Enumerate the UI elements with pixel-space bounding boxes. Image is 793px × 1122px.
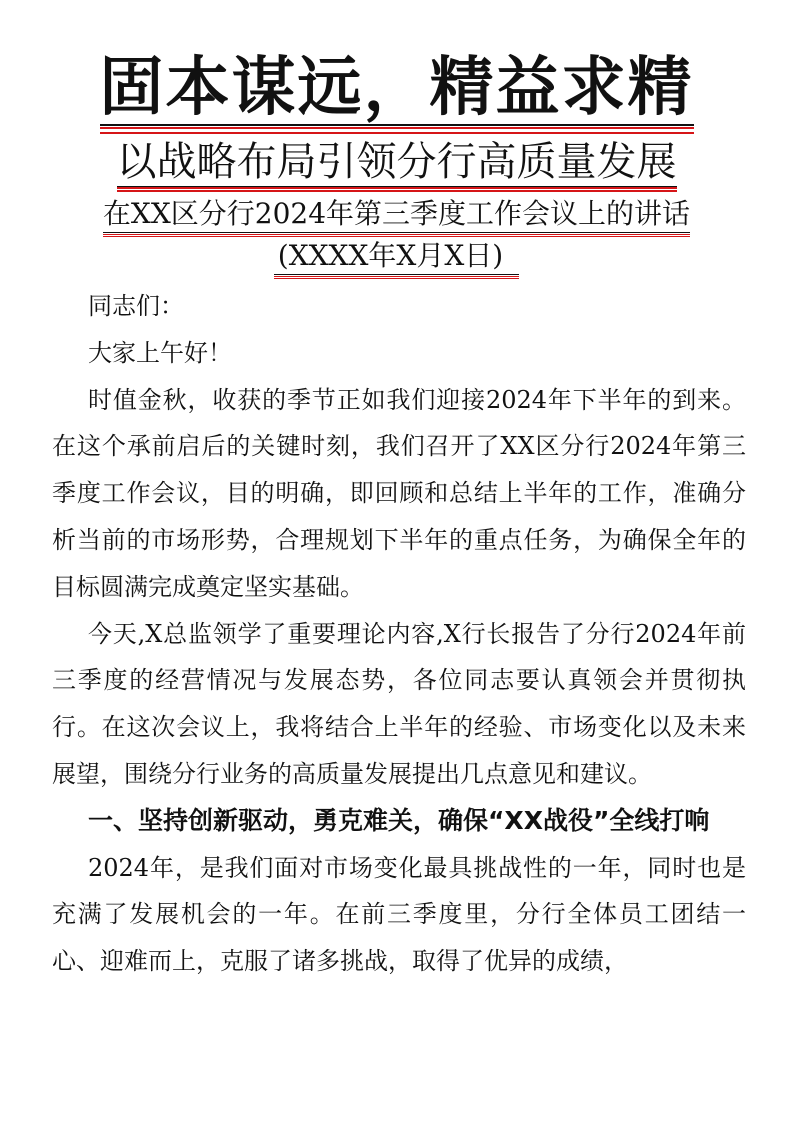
speech-date: (XXXX年X月X日) (0, 238, 793, 275)
paragraph: 2024年，是我们面对市场变化最具挑战性的一年，同时也是充满了发展机会的一年。在前三季度里，分行全体员工团结一心、迎难而上，克服了诸多挑战，取得了优异的成绩， (52, 853, 746, 976)
greeting: 大家上午好！ (88, 338, 232, 367)
document-subtitle: 以战略布局引领分行高质量发展 (116, 139, 677, 185)
salutation: 同志们： (88, 292, 184, 320)
document-body (52, 283, 746, 985)
paragraph: 今天,X总监领学了重要理论内容,X行长报告了分行2024年前三季度的经营情况与发展态势，各位同志要认真领会并贯彻执行。在这次会议上，我将结合上半年的经验、市场变化以及未来展望，围绕分行业务的高质量发展提出几点意见和建议。 (52, 619, 746, 788)
section-heading: 一、坚持创新驱动，勇克难关，确保“XX战役”全线打响 (88, 805, 710, 835)
paragraph: 时值金秋，收获的季节正如我们迎接2024年下半年的到来。在这个承前启后的关键时刻，我们召开了XX区分行2024年第三季度工作会议，目的明确，即回顾和总结上半年的工作，准确分析当前的市场形势，合理规划下半年的重点任务，为确保全年的目标圆满完成奠定坚实基础。 (52, 385, 746, 601)
speech-occasion: 在XX区分行2024年第三季度工作会议上的讲话 (0, 196, 793, 233)
document-title: 固本谋远，精益求精 (99, 51, 694, 125)
